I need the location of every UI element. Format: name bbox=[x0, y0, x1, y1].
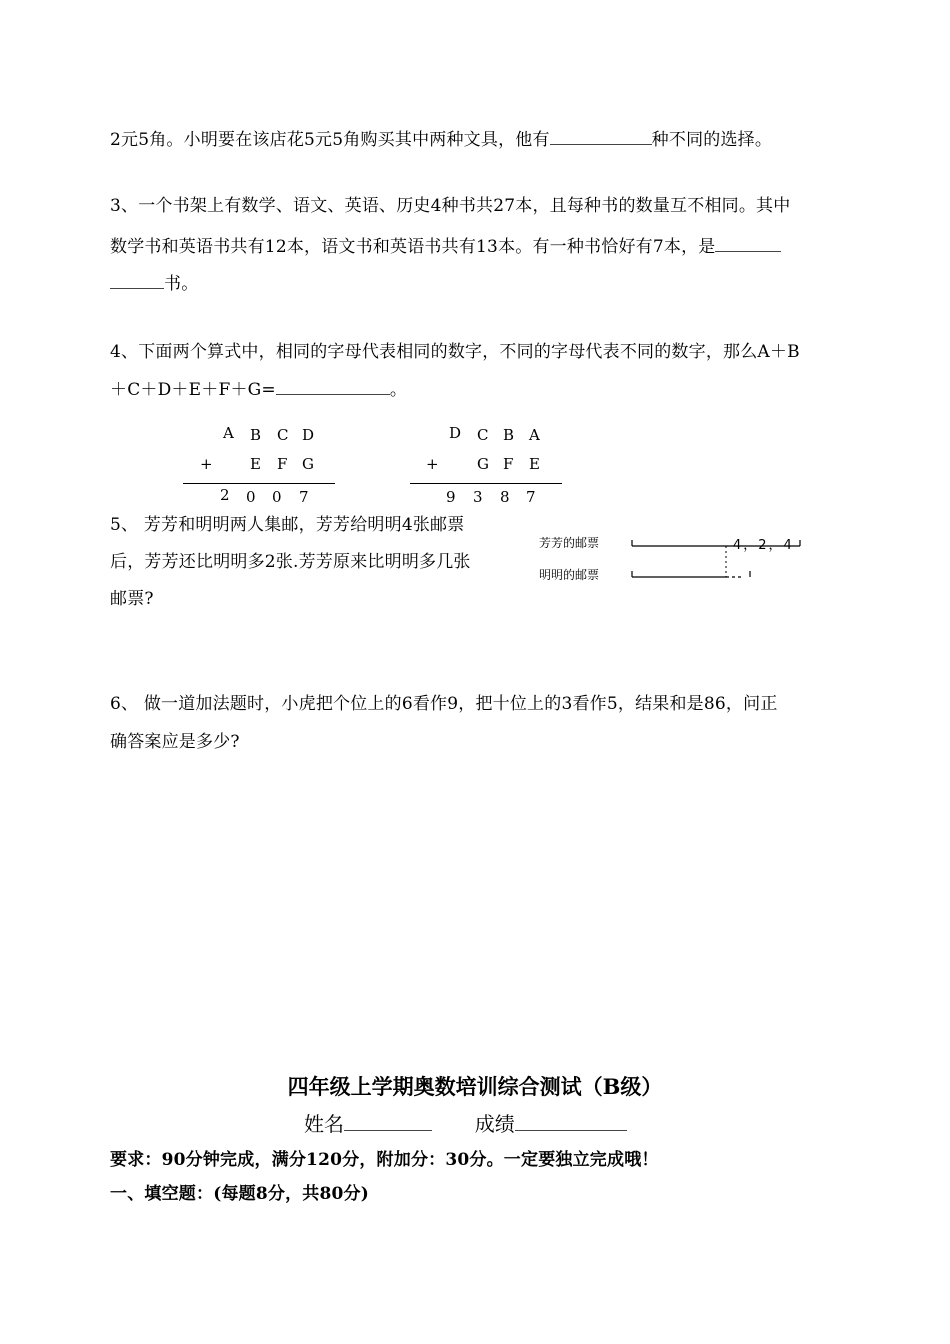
test-title: 四年级上学期奥数培训综合测试（B级） bbox=[287, 1074, 663, 1099]
eq-right-f: F bbox=[503, 455, 514, 473]
score-label: 成绩 bbox=[474, 1112, 515, 1136]
eq-left-c: C bbox=[277, 426, 289, 444]
eq-left-r4: 7 bbox=[299, 488, 309, 506]
eq-right-r1: 9 bbox=[446, 488, 456, 506]
q4-line-1: 4、下面两个算式中，相同的字母代表相同的数字，不同的字母代表不同的数字，那么A＋B bbox=[110, 342, 800, 362]
name-label: 姓名 bbox=[304, 1112, 344, 1136]
eq-right-plus: + bbox=[426, 455, 439, 473]
requirements-text: 要求：90分钟完成，满分120分，附加分：30分。一定要独立完成哦！ bbox=[110, 1150, 659, 1170]
eq-left-g: G bbox=[302, 455, 314, 473]
eq-right-r4: 7 bbox=[526, 488, 536, 506]
eq-right-e: E bbox=[529, 455, 540, 473]
eq-right-c: C bbox=[477, 426, 489, 444]
diagram-label-fangfang: 芳芳的邮票 bbox=[539, 536, 600, 550]
mingming-segment bbox=[632, 571, 750, 577]
eq-right-g: G bbox=[477, 455, 489, 473]
q2-tail-line bbox=[110, 126, 772, 152]
q4-answer-blank[interactable] bbox=[276, 376, 390, 395]
eq-left-d: D bbox=[302, 426, 315, 444]
section-one-heading: 一、填空题：(每题8分，共80分) bbox=[110, 1184, 369, 1204]
q3-answer-blank-part1[interactable] bbox=[715, 233, 781, 252]
q2-answer-blank[interactable] bbox=[550, 126, 652, 145]
q3-text-before: 数学书和英语书共有12本，语文书和英语书共有13本。有一种书恰好有7本，是 bbox=[110, 237, 716, 257]
q5-line-1: 5、 芳芳和明明两人集邮，芳芳给明明4张邮票 bbox=[110, 515, 465, 535]
eq-right-r3: 8 bbox=[500, 488, 510, 506]
name-score-line bbox=[304, 1108, 627, 1137]
eq-right-r2: 3 bbox=[473, 488, 483, 506]
eq-right-d: D bbox=[449, 424, 462, 442]
q6-line-2: 确答案应是多少? bbox=[110, 732, 240, 752]
q5-line-2: 后，芳芳还比明明多2张.芳芳原来比明明多几张 bbox=[110, 552, 471, 572]
q2-text-before: 2元5角。小明要在该店花5元5角购买其中两种文具，他有 bbox=[110, 130, 550, 150]
q4-text-before: ＋C＋D＋E＋F＋G= bbox=[110, 380, 276, 400]
eq-left-e: E bbox=[250, 455, 261, 473]
q5-line-3: 邮票? bbox=[110, 589, 154, 609]
q2-text-after: 种不同的选择。 bbox=[651, 130, 773, 150]
eq-left-r2: 0 bbox=[246, 488, 256, 506]
q6-line-1: 6、 做一道加法题时，小虎把个位上的6看作9，把十位上的3看作5，结果和是86，问正 bbox=[110, 694, 778, 714]
eq-left-a: A bbox=[223, 424, 234, 442]
eq-right-b: B bbox=[503, 426, 515, 444]
score-field[interactable] bbox=[515, 1110, 627, 1131]
eq-left-plus: + bbox=[200, 455, 213, 473]
diagram-label-mingming: 明明的邮票 bbox=[539, 568, 600, 582]
diagram-marks: 4，2，4 bbox=[733, 538, 794, 553]
q3-answer-blank-part2[interactable] bbox=[110, 270, 164, 289]
eq-left-r3: 0 bbox=[272, 488, 282, 506]
q3-text-after: 书。 bbox=[164, 274, 199, 294]
name-field[interactable] bbox=[344, 1110, 432, 1131]
q3-line-1: 3、一个书架上有数学、语文、英语、历史4种书共27本，且每种书的数量互不相同。其中 bbox=[110, 196, 791, 216]
q3-line-3 bbox=[110, 270, 198, 296]
eq-right-a: A bbox=[529, 426, 540, 444]
eq-left-b: B bbox=[250, 426, 262, 444]
eq-left-f: F bbox=[277, 455, 288, 473]
q4-text-after: 。 bbox=[389, 380, 408, 400]
eq-left-sum-rule bbox=[183, 483, 335, 484]
q4-line-2 bbox=[110, 376, 407, 402]
eq-left-r1: 2 bbox=[220, 486, 230, 504]
q3-line-2 bbox=[110, 233, 781, 259]
eq-right-sum-rule bbox=[410, 483, 562, 484]
